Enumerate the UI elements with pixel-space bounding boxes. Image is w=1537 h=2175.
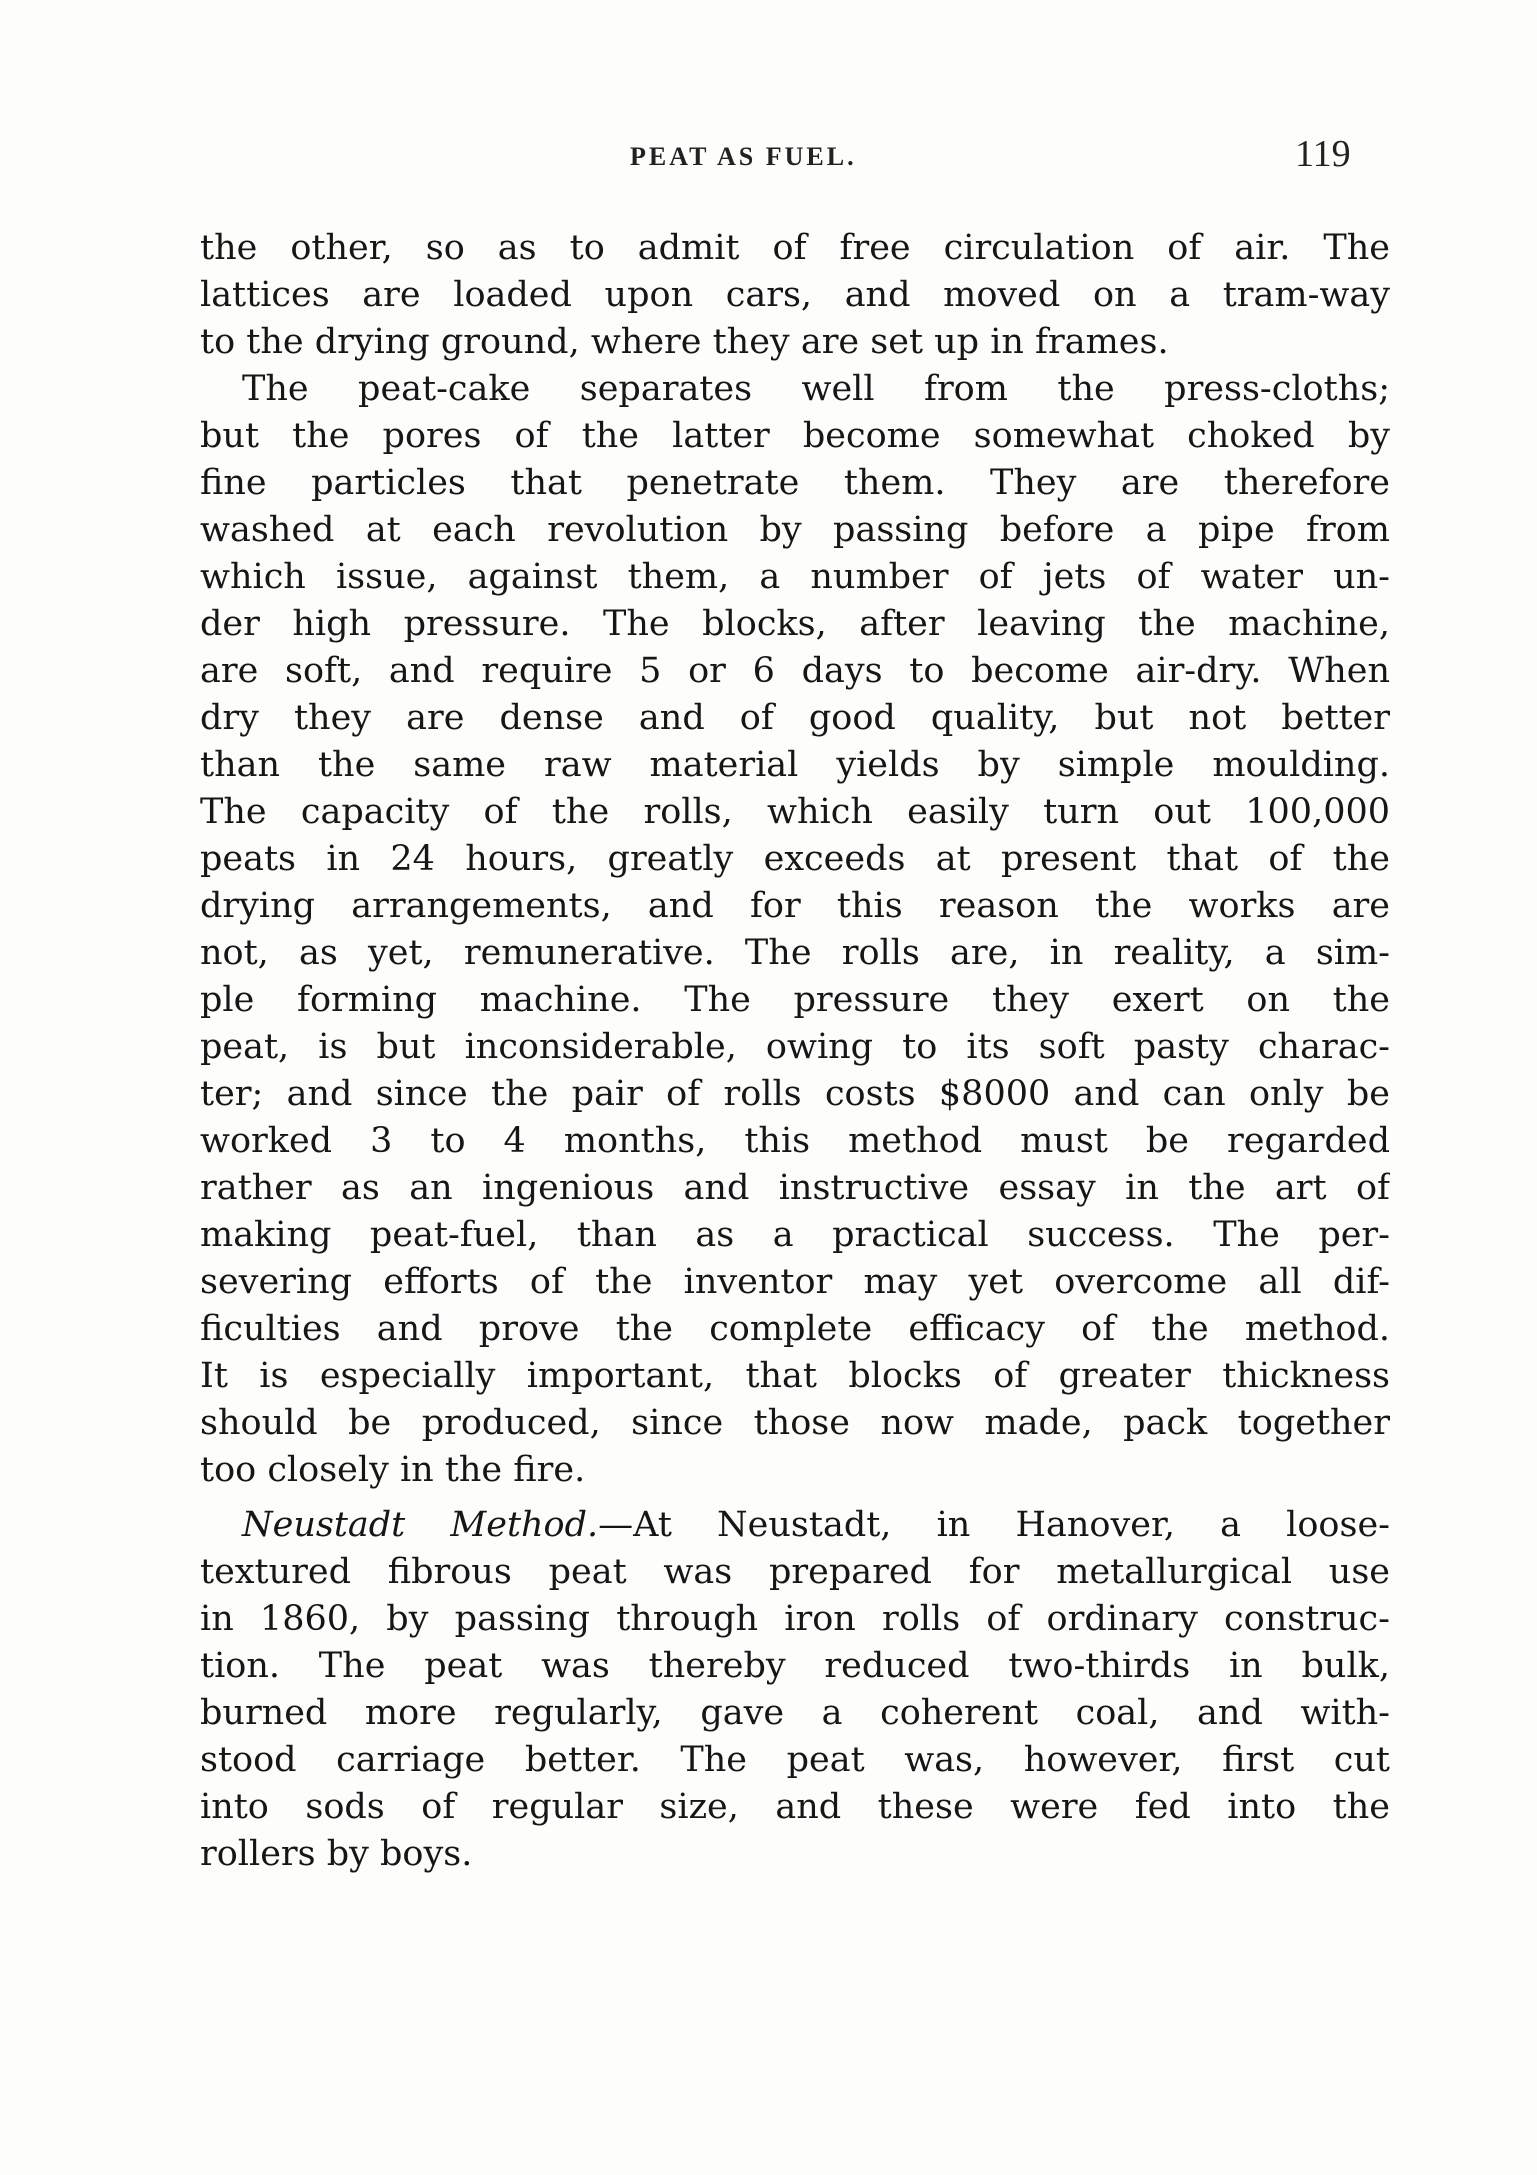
text-line: too closely in the fire. [200, 1450, 586, 1490]
text-line: tion. The peat was thereby reduced two-thirds in bulk, [200, 1646, 1390, 1686]
text-line: which issue, against them, a number of jets of water un- [200, 557, 1390, 597]
text-line: washed at each revolution by passing before a pipe from [200, 510, 1390, 550]
text-line: der high pressure. The blocks, after leaving the machine, [200, 604, 1390, 644]
text-line: but the pores of the latter become somewhat choked by [200, 416, 1390, 456]
text-line: the other, so as to admit of free circulation of air. The [200, 228, 1390, 268]
text-line: ple forming machine. The pressure they exert on the [200, 980, 1390, 1020]
text-line: are soft, and require 5 or 6 days to become air-dry. When [200, 651, 1390, 691]
section-first-line-text: —At Neustadt, in Hanover, a loose- [598, 1505, 1390, 1545]
text-line: peat, is but inconsiderable, owing to its soft pasty charac- [200, 1027, 1390, 1067]
text-line: not, as yet, remunerative. The rolls are, in reality, a sim- [200, 933, 1390, 973]
text-line: peats in 24 hours, greatly exceeds at present that of the [200, 839, 1390, 879]
text-line: ter; and since the pair of rolls costs $8000 and can only be [200, 1074, 1390, 1114]
text-line: textured fibrous peat was prepared for metallurgical use [200, 1552, 1390, 1592]
text-line: rollers by boys. [200, 1834, 473, 1874]
text-line: than the same raw material yields by simple moulding. [200, 745, 1390, 785]
page-number: 119 [1295, 133, 1351, 175]
text-line: The peat-cake separates well from the press-cloths; [242, 369, 1390, 409]
text-line: drying arrangements, and for this reason the works are [200, 886, 1390, 926]
text-line: ficulties and prove the complete efficacy of the method. [200, 1309, 1390, 1349]
text-line: The capacity of the rolls, which easily turn out 100,000 [200, 792, 1390, 832]
text-line: dry they are dense and of good quality, but not better [200, 698, 1390, 738]
text-line: stood carriage better. The peat was, however, first cut [200, 1740, 1390, 1780]
text-line: severing efforts of the inventor may yet overcome all dif- [200, 1262, 1390, 1302]
text-line: burned more regularly, gave a coherent coal, and with- [200, 1693, 1390, 1733]
section-heading: Neustadt Method. [242, 1505, 599, 1545]
text-line: rather as an ingenious and instructive essay in the art of [200, 1168, 1390, 1208]
text-line: should be produced, since those now made, pack together [200, 1403, 1390, 1443]
text-line: into sods of regular size, and these were fed into the [200, 1787, 1390, 1827]
paragraph-gap [200, 1494, 1390, 1502]
text-line: making peat-fuel, than as a practical success. The per- [200, 1215, 1390, 1255]
text-line: lattices are loaded upon cars, and moved on a tram-way [200, 275, 1390, 315]
section-first-line [200, 1502, 1390, 1549]
text-line: to the drying ground, where they are set up in frames. [200, 322, 1169, 362]
text-line: worked 3 to 4 months, this method must be regarded [200, 1121, 1390, 1161]
text-line: fine particles that penetrate them. They are therefore [200, 463, 1390, 503]
text-line: in 1860, by passing through iron rolls of ordinary construc- [200, 1599, 1390, 1639]
body-text [200, 225, 1390, 1878]
text-line: It is especially important, that blocks of greater thickness [200, 1356, 1390, 1396]
running-head: PEAT AS FUEL. [630, 142, 857, 171]
